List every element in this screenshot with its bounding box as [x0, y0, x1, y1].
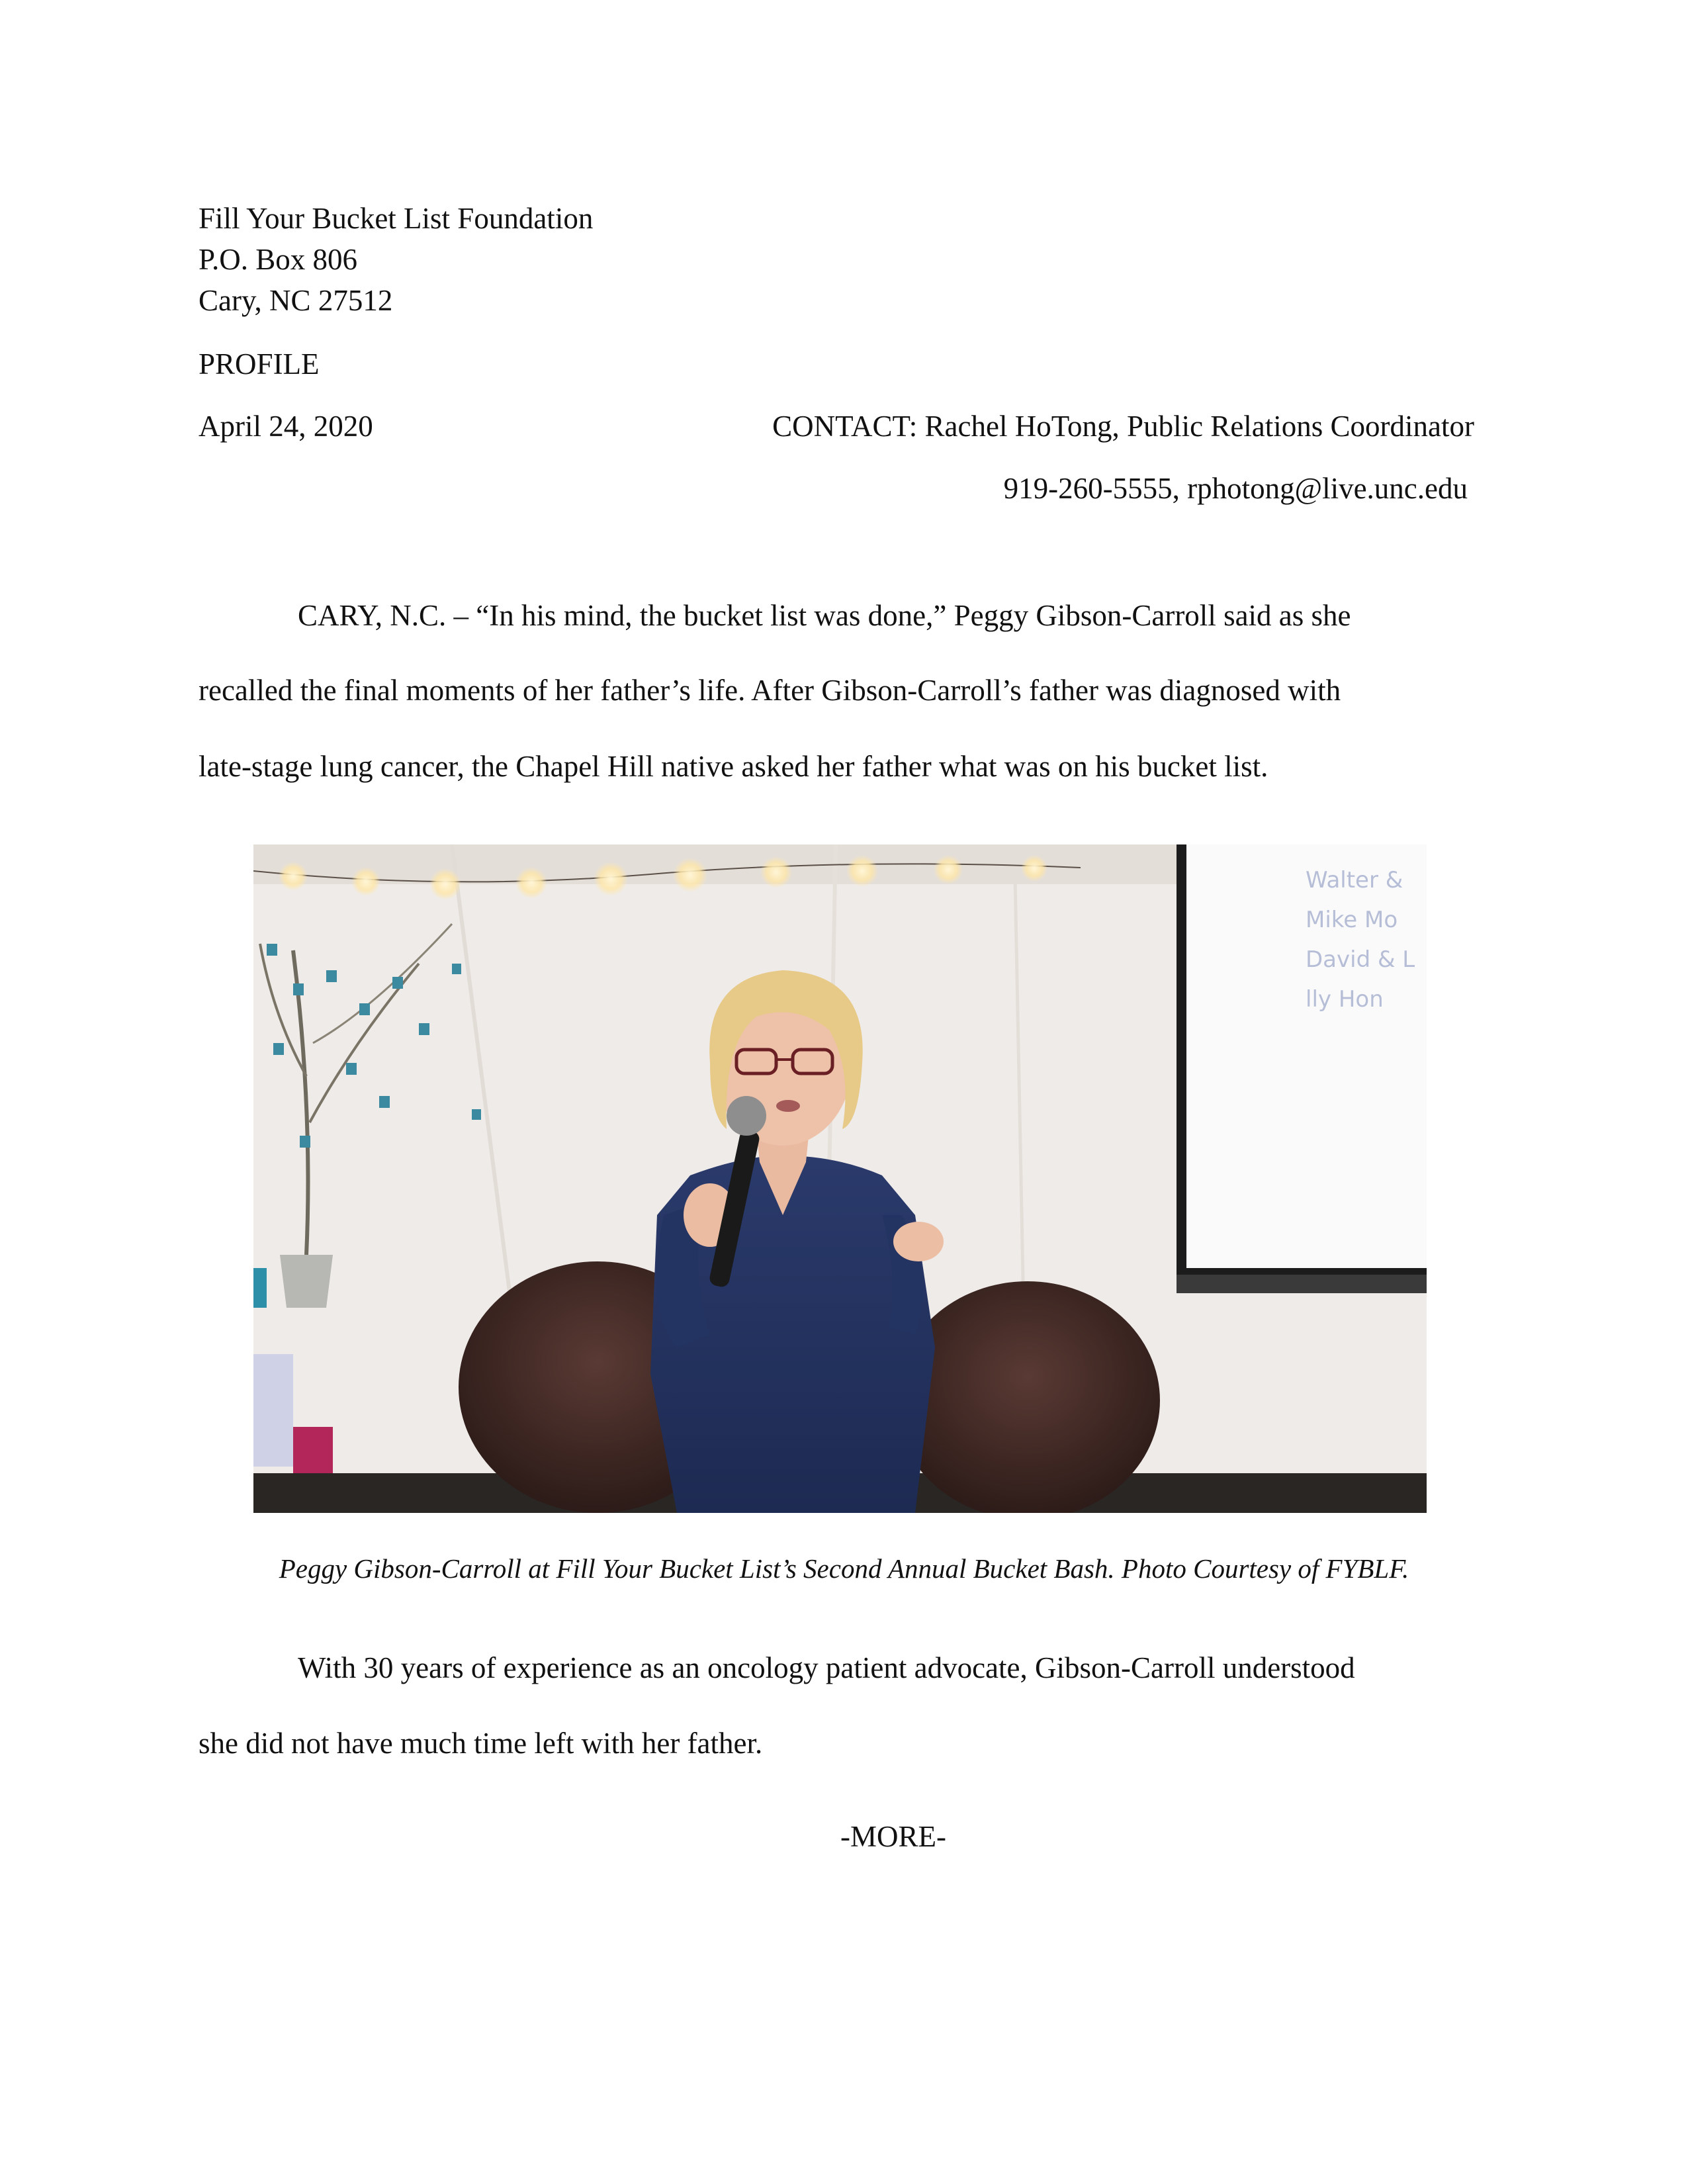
projection-screen	[1177, 844, 1427, 1293]
release-date: April 24, 2020	[199, 410, 373, 443]
photo-caption: Peggy Gibson-Carroll at Fill Your Bucket List’s Second Annual Bucket Bash. Photo Courtesy of FYBLF.	[279, 1553, 1409, 1584]
org-name: Fill Your Bucket List Foundation	[199, 202, 594, 235]
paragraph-1-line-3: late-stage lung cancer, the Chapel Hill native asked her father what was on his bucket list.	[199, 750, 1268, 783]
screen-text-1: Walter &	[1306, 867, 1403, 893]
shrub-right	[895, 1281, 1160, 1513]
address-line-2: Cary, NC 27512	[199, 284, 393, 317]
doc-type: PROFILE	[199, 347, 320, 381]
screen-text-4: lly Hon	[1306, 986, 1384, 1013]
screen-text-3: David & L	[1306, 946, 1415, 973]
contact-line-2: 919-260-5555, rphotong@live.unc.edu	[1003, 472, 1468, 505]
more-indicator: -MORE-	[840, 1820, 946, 1853]
paragraph-1-line-2: recalled the final moments of her father’s life. After Gibson-Carroll’s father was diagnosed with	[199, 674, 1341, 707]
event-photo-illustration	[253, 844, 1427, 1513]
event-photo	[253, 844, 1427, 1513]
paragraph-1-line-1: CARY, N.C. – “In his mind, the bucket list was done,” Peggy Gibson-Carroll said as she	[298, 599, 1351, 632]
screen-text-2: Mike Mo	[1306, 907, 1398, 933]
address-line-1: P.O. Box 806	[199, 243, 358, 276]
contact-line-1: CONTACT: Rachel HoTong, Public Relations Coordinator	[772, 410, 1474, 443]
paragraph-2-line-1: With 30 years of experience as an oncology patient advocate, Gibson-Carroll understood	[298, 1651, 1355, 1684]
paragraph-2-line-2: she did not have much time left with her father.	[199, 1727, 763, 1760]
